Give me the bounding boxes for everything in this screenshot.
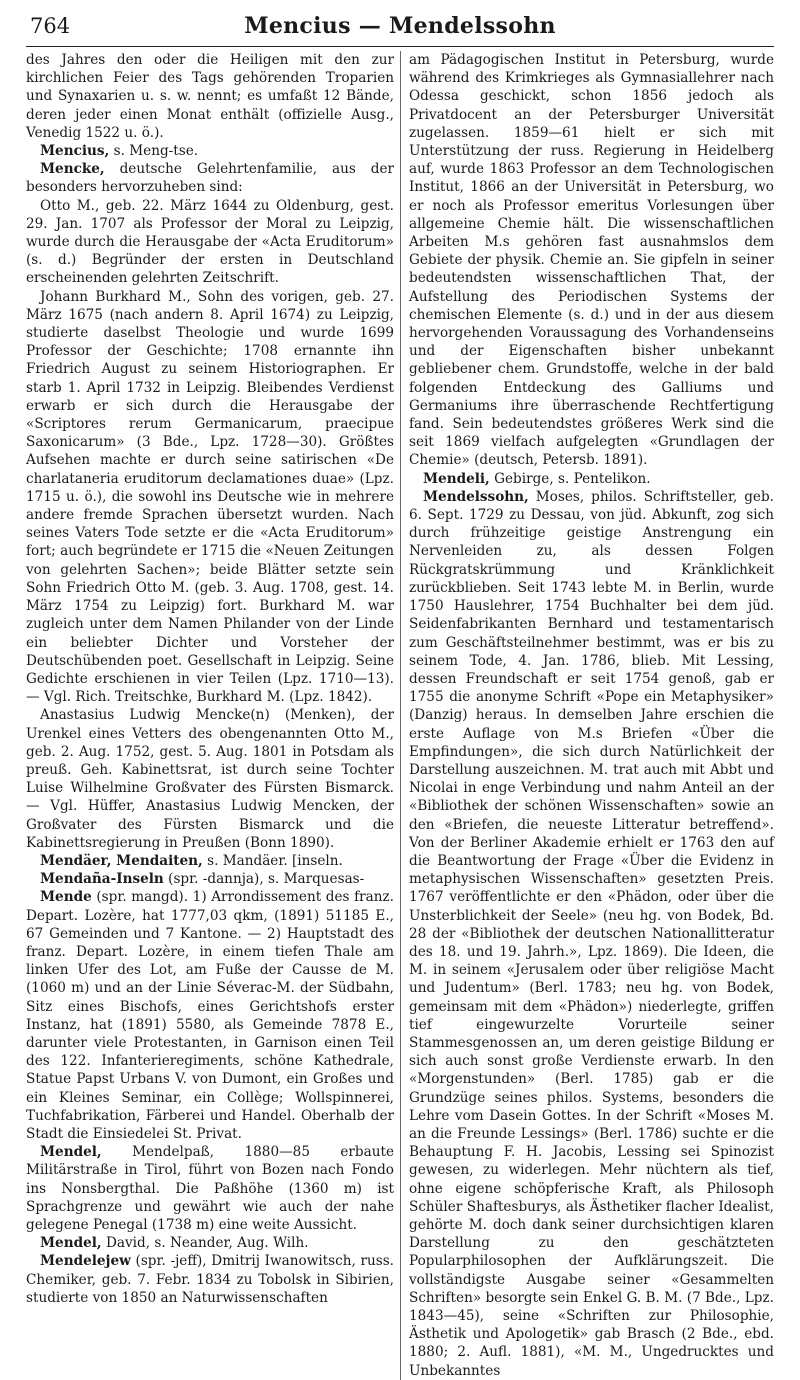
page-header xyxy=(26,10,774,47)
headword: Mende xyxy=(40,889,92,906)
entry-mendaeer: Mendäer, Mendaiten, s. Mandäer. [inseln. xyxy=(40,852,343,869)
entry-mendana: Mendaña-Inseln (spr. -dannja), s. Marquesas- xyxy=(40,871,365,888)
left-column xyxy=(26,51,400,1380)
headword: Mendeli, xyxy=(423,470,490,487)
headword: Mencius, xyxy=(40,143,110,160)
text-columns xyxy=(26,51,774,1380)
entry-mendel-david: Mendel, David, s. Neander, Aug. Wilh. xyxy=(40,1235,309,1252)
entry-mencke-johann: Johann Burkhard M., Sohn des vorigen, geb. 27. März 1675 (nach andern 8. April 1674) zu Leipzig, studierte daselbst Theologie und wurde 1699 Professor der Geschichte; 1708 ernannte ihn Friedrich August zu seinem Historiographen. Er starb 1. April 1732 in Leipzig. Bleibendes Verdienst erwarb er sich durch die Herausgabe der «Scriptores rerum Germanicarum, praecipue Saxonicarum» (3 Bde., Lpz. 1728—30). Größtes Aufsehen machte er durch seine satirischen «De charlataneria eruditorum declamationes duae» (Lpz. 1715 u. ö.), die sowohl ins Deutsche wie in mehrere andere fremde Sprachen übersetzt wurden. Nach seines Vaters Tode setzte er die «Acta Eruditorum» fort; auch begründete er 1715 die «Neuen Zeitungen von gelehrten Sachen»; beide Blätter setzte sein Sohn Friedrich Otto M. (geb. 3. Aug. 1708, gest. 14. März 1754 zu Leipzig) fort. Burkhard M. war zugleich unter dem Namen Philander von der Linde ein beliebter Dichter und Vorsteher der Deutschübenden poet. Gesellschaft in Leipzig. Seine Gedichte erschienen in vier Teilen (Lpz. 1710—13). — Vgl. Rich. Treitschke, Burkhard M. (Lpz. 1842). xyxy=(26,288,394,706)
running-title: Mencius — Mendelssohn xyxy=(244,13,556,39)
headword: Mendel, xyxy=(40,1144,102,1161)
headword: Mencke, xyxy=(40,161,105,178)
entry-mencius: Mencius, s. Meng-tse. xyxy=(40,143,199,160)
page-number: 764 xyxy=(30,14,71,38)
entry-mendelejew: Mendelejew (spr. -jeff), Dmitrij Iwanowitsch, russ. Chemiker, geb. 7. Febr. 1834 zu Tobolsk in Sibirien, studierte von 1850 an Naturwissenschaften xyxy=(26,1253,395,1306)
entry-mende: Mende (spr. mangd). 1) Arrondissement des franz. Depart. Lozère, hat 1777,03 qkm, (1891) 51185 E., 67 Gemeinden und 7 Kantone. — 2) Hauptstadt des franz. Depart. Lozère, in einem tiefen Thale am linken Ufer des Lot, am Fuße der Causse de M. (1060 m) und an der Linie Séverac-M. der Südbahn, Sitz eines Bischofs, eines Gerichtshofs erster Instanz, hat (1891) 5580, als Gemeinde 7878 E., darunter viele Protestanten, in Garnison einen Teil des 122. Infanterieregiments, schöne Kathedrale, Statue Papst Urbans V. von Dumont, ein Großes und ein Kleines Seminar, ein Collège; Wollspinnerei, Tuchfabrikation, Färberei und Handel. Oberhalb der Stadt die Einsiedelei St. Privat. xyxy=(26,889,394,1142)
entry-mendeli: Mendeli, Gebirge, s. Pentelikon. xyxy=(423,470,651,487)
headword: Mendelejew xyxy=(40,1253,131,1270)
right-column xyxy=(400,51,774,1380)
entry-continuation: des Jahres den oder die Heiligen mit den zur kirchlichen Feier des Tags gehörenden Troparien und Synaxarien u. s. w. nennt; es umfaßt 12 Bände, deren jeder einen Monat enthält (offizielle Ausg., Venedig 1522 u. ö.). xyxy=(26,52,394,141)
entry-mendel-pass: Mendel, Mendelpaß, 1880—85 erbaute Militärstraße in Tirol, führt von Bozen nach Fondo ins Nonsbergthal. Die Paßhöhe (1360 m) ist Sprachgrenze und gewährt wie auch der nahe gelegene Penegal (1738 m) eine weite Aussicht. xyxy=(26,1144,395,1233)
entry-mencke-otto: Otto M., geb. 22. März 1644 zu Oldenburg, gest. 29. Jan. 1707 als Professor der Moral zu Leipzig, wurde durch die Herausgabe der «Acta Eruditorum» (s. d.) Begründer der ersten in Deutschland erscheinenden gelehrten Zeitschrift. xyxy=(26,197,394,287)
entry-mencke: Mencke, deutsche Gelehrtenfamilie, aus der besonders hervorzuheben sind: xyxy=(26,161,394,196)
headword: Mendäer, Mendaiten, xyxy=(40,852,203,869)
entry-mendelejew-continuation: am Pädagogischen Institut in Petersburg, wurde während des Krimkrieges als Gymnasiallehrer nach Odessa geschickt, schon 1856 jedoch als Privatdocent an der Petersburger Universität zugelassen. 1859—61 hielt er sich mit Unterstützung der russ. Regierung in Heidelberg auf, wurde 1863 Professor an dem Technologischen Institut, 1866 an der Universität in Petersburg, wo er noch als Professor emeritus Vorlesungen über allgemeine Chemie hält. Die wissenschaftlichen Arbeiten M.s gehören fast ausnahmslos dem Gebiete der physik. Chemie an. Sie gipfeln in seiner bedeutendsten wissenschaftlichen That, der Aufstellung des Periodischen Systems der chemischen Elemente (s. d.) und in der aus diesem hervorgehenden Voraussagung des Vorhandenseins und der Eigenschaften bisher unbekannt gebliebener chem. Grundstoffe, welche in der bald folgenden Entdeckung des Galliums und Germaniums ihre überraschende Rechtfertigung fand. Sein bedeutendstes größeres Werk sind die seit 1869 vielfach aufgelegten «Grundlagen der Chemie» (deutsch, Petersb. 1891). xyxy=(409,52,774,469)
headword: Mendel, xyxy=(40,1235,102,1252)
headword: Mendelssohn, xyxy=(423,488,529,505)
entry-mencke-anastasius: Anastasius Ludwig Mencke(n) (Menken), der Urenkel eines Vetters des obengenannten Otto M., geb. 2. Aug. 1752, gest. 5. Aug. 1801 in Potsdam als preuß. Geh. Kabinettsrat, ist durch seine Tochter Luise Wilhelmine Großvater des Fürsten Bismarck. — Vgl. Hüffer, Anastasius Ludwig Mencken, der Großvater des Fürsten Bismarck und die Kabinettsregierung in Preußen (Bonn 1890). xyxy=(26,707,394,851)
entry-mendelssohn: Mendelssohn, Moses, philos. Schriftsteller, geb. 6. Sept. 1729 zu Dessau, von jüd. Abkunft, zog sich durch frühzeitige geistige Anstrengung ein Nervenleiden zu, als dessen Folgen Rückgratskrümmung und Kränklichkeit zurückblieben. Seit 1743 lebte M. in Berlin, wurde 1750 Hauslehrer, 1754 Buchhalter bei dem jüd. Seidenfabrikanten Bernhard und testamentarisch zum Geschäftsteilnehmer bestimmt, was er bis zu seinem Tode, 4. Jan. 1786, blieb. Mit Lessing, dessen Freundschaft er seit 1754 genoß, gab er 1755 die anonyme Schrift «Pope ein Metaphysiker» (Danzig) heraus. In demselben Jahre erschien die erste Auflage von M.s Briefen «Über die Empfindungen», die sich durch Natürlichkeit der Darstellung auszeichnen. M. trat auch mit Abbt und Nicolai in enge Verbindung und nahm Anteil an der «Bibliothek der schönen Wissenschaften» sowie an den «Briefen, die neueste Litteratur betreffend». Von der Berliner Akademie erhielt er 1763 den auf die Beantwortung der Frage «Über die Evidenz in metaphysischen Wissenschaften» gesetzten Preis. 1767 veröffentlichte er den «Phädon, oder über die Unsterblichkeit der Seele» (neu hg. von Bodek, Bd. 28 der «Bibliothek der deutschen Nationallitteratur des 18. und 19. Jahrh.», Lpz. 1869). Die Ideen, die M. in seinem «Jerusalem oder über religiöse Macht und Judentum» (Berl. 1783; neu hg. von Bodek, gemeinsam mit dem «Phädon») niederlegte, griffen tief eingewurzelte Vorurteile seiner Stammesgenossen an, um deren geistige Bildung er sich auch sonst große Verdienste erwarb. In den «Morgenstunden» (Berl. 1785) gab er die Grundzüge seines philos. Systems, besonders die Lehre vom Dasein Gottes. In der Schrift «Moses M. an die Freunde Lessings» (Berl. 1786) suchte er die Behauptung F. H. Jacobis, Lessing sei Spinozist gewesen, zu widerlegen. Mehr nüchtern als tief, ohne eigene schöpferische Kraft, als Philosoph Schüler Shaftesburys, als Ästhetiker flacher Idealist, gehörte M. doch dank seiner durchsichtigen klaren Darstellung zu den geschätzteten Popularphilosophen der Aufklärungszeit. Die vollständigste Ausgabe seiner «Gesammelten Schriften» besorgte sein Enkel G. B. M. (7 Bde., Lpz. 1843—45), seine «Schriften zur Philosophie, Ästhetik und Apologetik» gab Brasch (2 Bde., ebd. 1880; 2. Aufl. 1881), «M. M., Ungedrucktes und Unbekanntes xyxy=(409,488,775,1379)
headword: Mendaña-Inseln xyxy=(40,871,164,888)
